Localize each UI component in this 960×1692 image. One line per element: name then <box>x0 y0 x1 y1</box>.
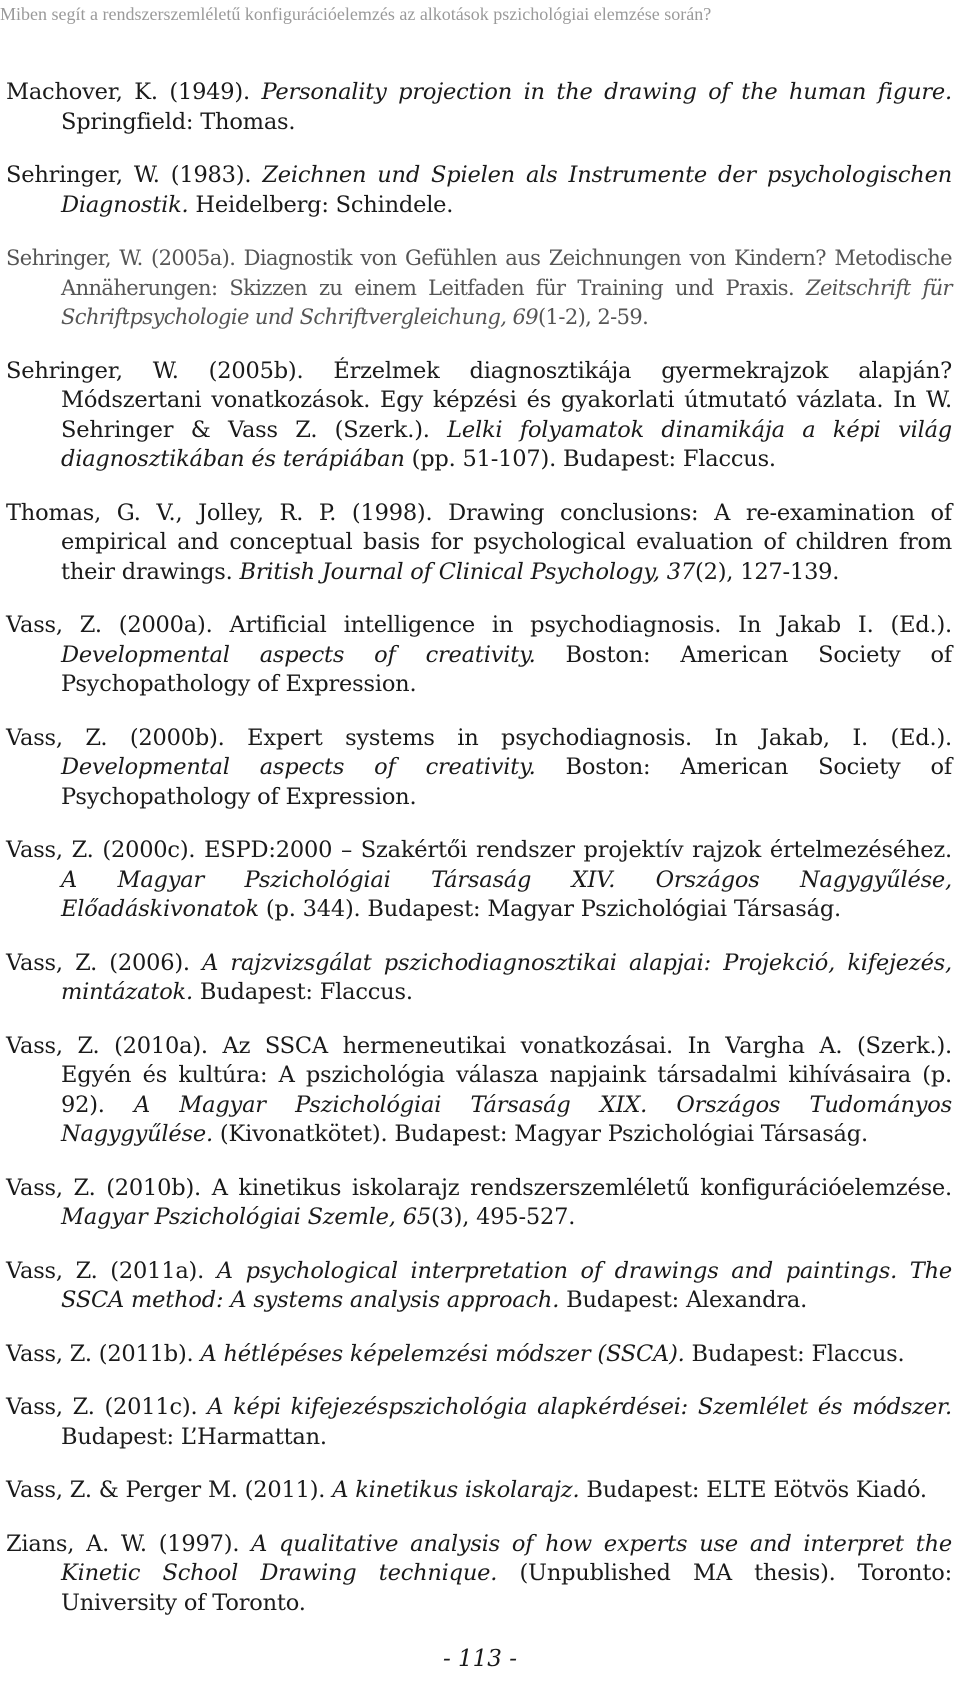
reference-title: Developmental aspects of creativity. <box>61 754 536 780</box>
reference-segment: Machover, K. (1949). <box>6 79 262 105</box>
reference-segment: (1-2), 2-59. <box>537 305 649 329</box>
reference-segment: Boston: American Society of Psychopathology of Expression. <box>61 641 952 697</box>
reference-entry-vass-2011b <box>6 1340 952 1370</box>
reference-segment: Vass, Z. (2011b). <box>6 1340 201 1367</box>
reference-entry-sehringer-1983 <box>6 161 952 220</box>
reference-entry-vass-perger-2011 <box>6 1476 952 1506</box>
reference-segment: Vass, Z. (2010a). Az SSCA hermeneutikai vonatkozásai. In Vargha A. (Szerk.). Egyén és kultúra: A pszichológia válasza napjaink társadalmi kihívásaira (p. 92). <box>6 1032 952 1118</box>
reference-segment: Sehringer, W. (1983). <box>6 162 263 188</box>
reference-entry-vass-2011c <box>6 1393 952 1452</box>
reference-segment: Vass, Z. (2006). <box>6 949 203 976</box>
reference-entry-vass-2010b <box>6 1174 952 1233</box>
reference-entry-sehringer-2005a <box>6 244 952 333</box>
reference-segment: Budapest: L’Harmattan. <box>61 1423 327 1450</box>
reference-title: British Journal of Clinical Psychology, 37 <box>239 558 696 585</box>
reference-segment: Vass, Z. (2011a). <box>6 1257 217 1284</box>
reference-title: Personality projection in the drawing of the human figure. <box>261 79 952 105</box>
reference-title: Developmental aspects of creativity. <box>61 641 536 668</box>
reference-entry-vass-2010a <box>6 1032 952 1150</box>
reference-entry-vass-2011a <box>6 1257 952 1316</box>
reference-title: Zeichnen und Spielen als Instrumente der psychologischen Diagnostik. <box>61 162 952 218</box>
reference-segment: Zians, A. W. (1997). <box>6 1530 252 1557</box>
reference-segment: (Kivonatkötet). Budapest: Magyar Pszichológiai Társaság. <box>212 1121 868 1147</box>
running-header: Miben segít a rendszerszemléletű konfigurációelemzés az alkotások pszichológiai elemzése során? <box>0 4 712 24</box>
reference-entry-vass-2000a <box>6 611 952 700</box>
reference-list <box>6 78 952 1642</box>
reference-entry-vass-2006 <box>6 949 952 1008</box>
reference-title: A psychological interpretation of drawings and paintings. The SSCA method: A systems analysis approach. <box>61 1257 952 1313</box>
reference-title: A képi kifejezéspszichológia alapkérdései: Szemlélet és módszer. <box>207 1394 952 1420</box>
reference-segment: (Unpublished MA thesis). Toronto: University of Toronto. <box>61 1560 953 1616</box>
reference-title: A kinetikus iskolarajz. <box>332 1477 580 1503</box>
reference-segment: (pp. 51-107). Budapest: Flaccus. <box>404 446 776 472</box>
reference-segment: Vass, Z. (2000a). Artificial intelligence in psychodiagnosis. In Jakab I. (Ed.). <box>6 612 952 638</box>
reference-segment: Vass, Z. (2000c). ESPD:2000 – Szakértői rendszer projektív rajzok értelmezéséhez. <box>6 837 952 863</box>
reference-entry-vass-2000c <box>6 836 952 925</box>
reference-segment: Budapest: Flaccus. <box>684 1340 905 1367</box>
reference-segment: (2), 127-139. <box>695 558 840 585</box>
reference-segment: Vass, Z. (2011c). <box>6 1394 208 1420</box>
reference-entry-sehringer-2005b <box>6 357 952 475</box>
reference-segment: Budapest: Alexandra. <box>559 1287 808 1313</box>
reference-segment: (p. 344). Budapest: Magyar Pszichológiai Társaság. <box>258 896 841 922</box>
reference-segment: Sehringer, W. (2005a). Diagnostik von Gefühlen aus Zeichnungen von Kindern? Metodische Annäherungen: Skizzen zu einem Leitfaden für Training und Praxis. <box>6 246 952 300</box>
reference-segment: (3), 495-527. <box>430 1204 576 1230</box>
reference-title: Zeitschrift für Schriftpsychologie und Schriftvergleichung, 69 <box>61 275 952 329</box>
reference-entry-vass-2000b <box>6 724 952 813</box>
reference-segment: Budapest: ELTE Eötvös Kiadó. <box>579 1477 927 1503</box>
reference-segment: Vass, Z. & Perger M. (2011). <box>6 1477 333 1503</box>
reference-segment: Thomas, G. V., Jolley, R. P. (1998). Drawing conclusions: A re-examination of empirical and conceptual basis for psychological evaluation of children from their drawings. <box>6 499 952 585</box>
page-number: - 113 - <box>442 1646 518 1672</box>
reference-title: A hétlépéses képelemzési módszer (SSCA). <box>200 1340 685 1367</box>
reference-segment: Heidelberg: Schindele. <box>188 191 454 218</box>
reference-title: A Magyar Pszichológiai Társaság XIX. Országos Tudományos Nagygyűlése. <box>61 1091 952 1147</box>
reference-segment: Springfield: Thomas. <box>61 108 296 135</box>
reference-title: Lelki folyamatok dinamikája a képi világ diagnosztikában és terápiában <box>61 416 952 472</box>
reference-title: Magyar Pszichológiai Szemle, 65 <box>61 1204 431 1230</box>
reference-entry-thomas-1998 <box>6 499 952 588</box>
reference-entry-zians-1997 <box>6 1530 952 1619</box>
reference-title: A Magyar Pszichológiai Társaság XIV. Országos Nagygyűlése, Előadáskivonatok <box>61 866 952 922</box>
reference-segment: Sehringer, W. (2005b). Érzelmek diagnosztikája gyermekrajzok alapján? Módszertani vonatkozások. Egy képzési és gyakorlati útmutató vázlata. In W. Sehringer & Vass Z. (Szerk.). <box>6 357 952 443</box>
reference-segment: Budapest: Flaccus. <box>192 979 413 1005</box>
reference-segment: Boston: American Society of Psychopathology of Expression. <box>61 754 952 810</box>
reference-title: A qualitative analysis of how experts use and interpret the Kinetic School Drawing technique. <box>61 1530 952 1586</box>
reference-title: A rajzvizsgálat pszichodiagnosztikai alapjai: Projekció, kifejezés, mintázatok. <box>61 949 952 1005</box>
reference-entry-machover-1949 <box>6 78 952 137</box>
reference-segment: Vass, Z. (2010b). A kinetikus iskolarajz rendszerszemléletű konfigurációelemzése. <box>6 1174 952 1201</box>
reference-segment: Vass, Z. (2000b). Expert systems in psychodiagnosis. In Jakab, I. (Ed.). <box>6 724 952 751</box>
